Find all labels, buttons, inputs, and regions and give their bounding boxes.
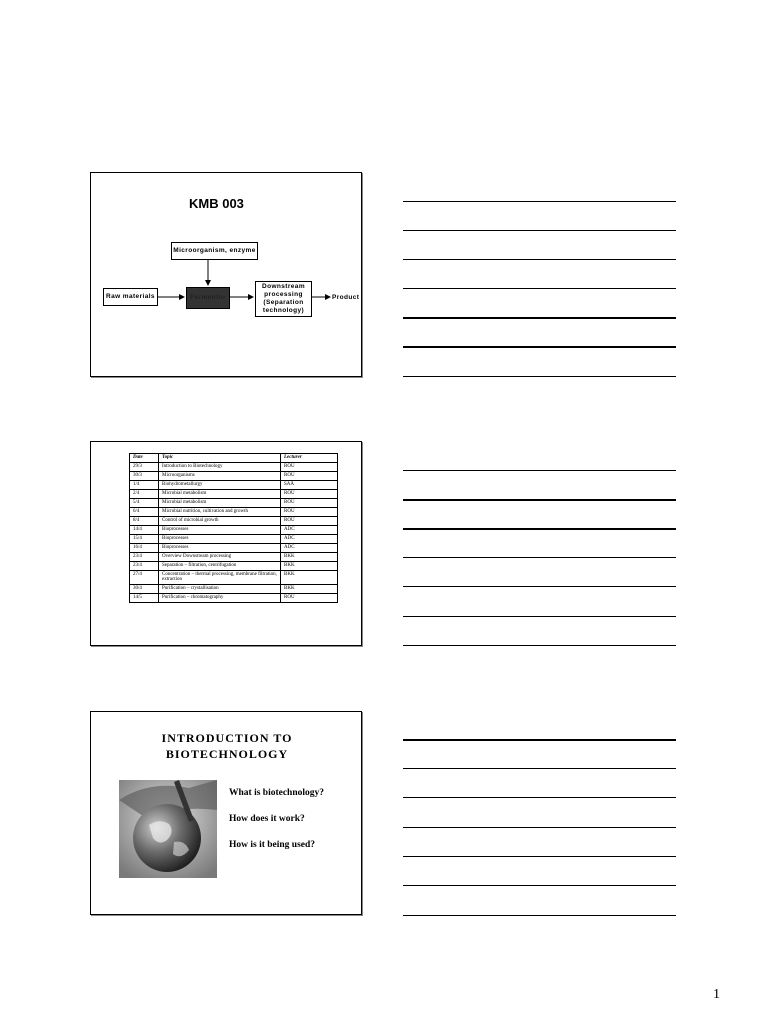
globe-photo [119, 780, 217, 878]
table-row [130, 508, 338, 517]
title-line-2: BIOTECHNOLOGY [165, 747, 289, 761]
cell-date: 30/3 [130, 472, 159, 481]
cell-lecturer: ROU [281, 463, 338, 472]
cell-date: 1/4 [130, 481, 159, 490]
cell-topic: Overview Downstream processing [159, 553, 281, 562]
table-row [130, 499, 338, 508]
question-2: How does it work? [229, 814, 305, 824]
cell-topic: Purification – chromatography [159, 594, 281, 603]
cell-date: 8/4 [130, 517, 159, 526]
cell-lecturer: ROU [281, 517, 338, 526]
slide-title: KMB 003 [189, 196, 244, 211]
note-line [403, 768, 676, 769]
table-row [130, 526, 338, 535]
table-header-row [130, 454, 338, 463]
cell-date: 23/4 [130, 562, 159, 571]
note-line [403, 915, 676, 916]
product-label: Product [332, 294, 360, 301]
note-line [403, 797, 676, 798]
question-3: How is it being used? [229, 840, 316, 850]
note-line [403, 586, 676, 587]
cell-lecturer: BKK [281, 571, 338, 585]
cell-date: 29/3 [130, 463, 159, 472]
question-1: What is biotechnology? [229, 788, 325, 798]
cell-lecturer: SAÅ [281, 481, 338, 490]
cell-topic: Separation – filtration, centrifugation [159, 562, 281, 571]
slide-2 [90, 441, 362, 646]
cell-lecturer: ROU [281, 490, 338, 499]
cell-topic: Microorganisms [159, 472, 281, 481]
cell-topic: Biohydrometallurgy [159, 481, 281, 490]
cell-topic: Bioprocesses [159, 526, 281, 535]
cell-lecturer: BKK [281, 585, 338, 594]
cell-date: 30/4 [130, 585, 159, 594]
note-line [403, 499, 676, 501]
cell-lecturer: BKK [281, 553, 338, 562]
table-row [130, 562, 338, 571]
cell-topic: Control of microbial growth [159, 517, 281, 526]
table-row [130, 535, 338, 544]
note-line [403, 201, 676, 202]
note-line [403, 885, 676, 886]
slide-3 [90, 711, 362, 915]
cell-lecturer: ROU [281, 499, 338, 508]
note-line [403, 317, 676, 319]
note-line [403, 528, 676, 530]
cell-topic: Microbial nutrition, cultivation and growth [159, 508, 281, 517]
cell-lecturer: ADC [281, 526, 338, 535]
note-line [403, 376, 676, 377]
cell-topic: Bioprocesses [159, 544, 281, 553]
note-line [403, 288, 676, 289]
flow-arrows [91, 173, 363, 378]
table-row [130, 490, 338, 499]
note-line [403, 346, 676, 348]
table-row [130, 463, 338, 472]
cell-date: 14/4 [130, 526, 159, 535]
cell-topic: Microbial metabolism [159, 490, 281, 499]
cell-lecturer: BKK [281, 562, 338, 571]
cell-lecturer: ROU [281, 508, 338, 517]
downstream-box: Downstream processing (Separation technology) [255, 281, 312, 317]
cell-date: 6/4 [130, 508, 159, 517]
fermentor-box: Fermentor [186, 287, 230, 309]
cell-topic: Purification – crystallisation [159, 585, 281, 594]
cell-lecturer: ADC [281, 544, 338, 553]
note-line [403, 230, 676, 231]
table-row [130, 585, 338, 594]
cell-date: 14/5 [130, 594, 159, 603]
microorganism-box: Microorganism, enzyme [171, 242, 258, 260]
cell-topic: Microbial metabolism [159, 499, 281, 508]
table-row [130, 517, 338, 526]
table-row [130, 594, 338, 603]
header-date: Date [130, 454, 159, 463]
table-row [130, 571, 338, 585]
table-row [130, 553, 338, 562]
cell-topic: Bioprocesses [159, 535, 281, 544]
cell-lecturer: ROU [281, 594, 338, 603]
raw-materials-box: Raw materials [103, 288, 158, 306]
table-row [130, 472, 338, 481]
lecture-schedule-table [129, 453, 338, 603]
header-lecturer: Lecturer [281, 454, 338, 463]
page-number: 1 [713, 987, 720, 1002]
cell-date: 5/4 [130, 499, 159, 508]
slide-title [91, 730, 363, 762]
cell-topic: Concentration – thermal processing, membrane filtration, extraction [159, 571, 281, 585]
note-line [403, 739, 676, 741]
note-line [403, 616, 676, 617]
note-line [403, 557, 676, 558]
title-line-1: INTRODUCTION TO [161, 731, 293, 745]
note-line [403, 827, 676, 828]
header-topic: Topic [159, 454, 281, 463]
cell-lecturer: ADC [281, 535, 338, 544]
cell-lecturer: ROU [281, 472, 338, 481]
cell-date: 16/4 [130, 544, 159, 553]
slide-1 [90, 172, 362, 377]
note-line [403, 470, 676, 471]
note-line [403, 645, 676, 646]
cell-date: 23/4 [130, 553, 159, 562]
cell-date: 27/4 [130, 571, 159, 585]
cell-date: 15/4 [130, 535, 159, 544]
cell-topic: Introduction to Biotechnology [159, 463, 281, 472]
note-line [403, 856, 676, 857]
table-row [130, 481, 338, 490]
cell-date: 2/4 [130, 490, 159, 499]
note-line [403, 259, 676, 260]
table-row [130, 544, 338, 553]
